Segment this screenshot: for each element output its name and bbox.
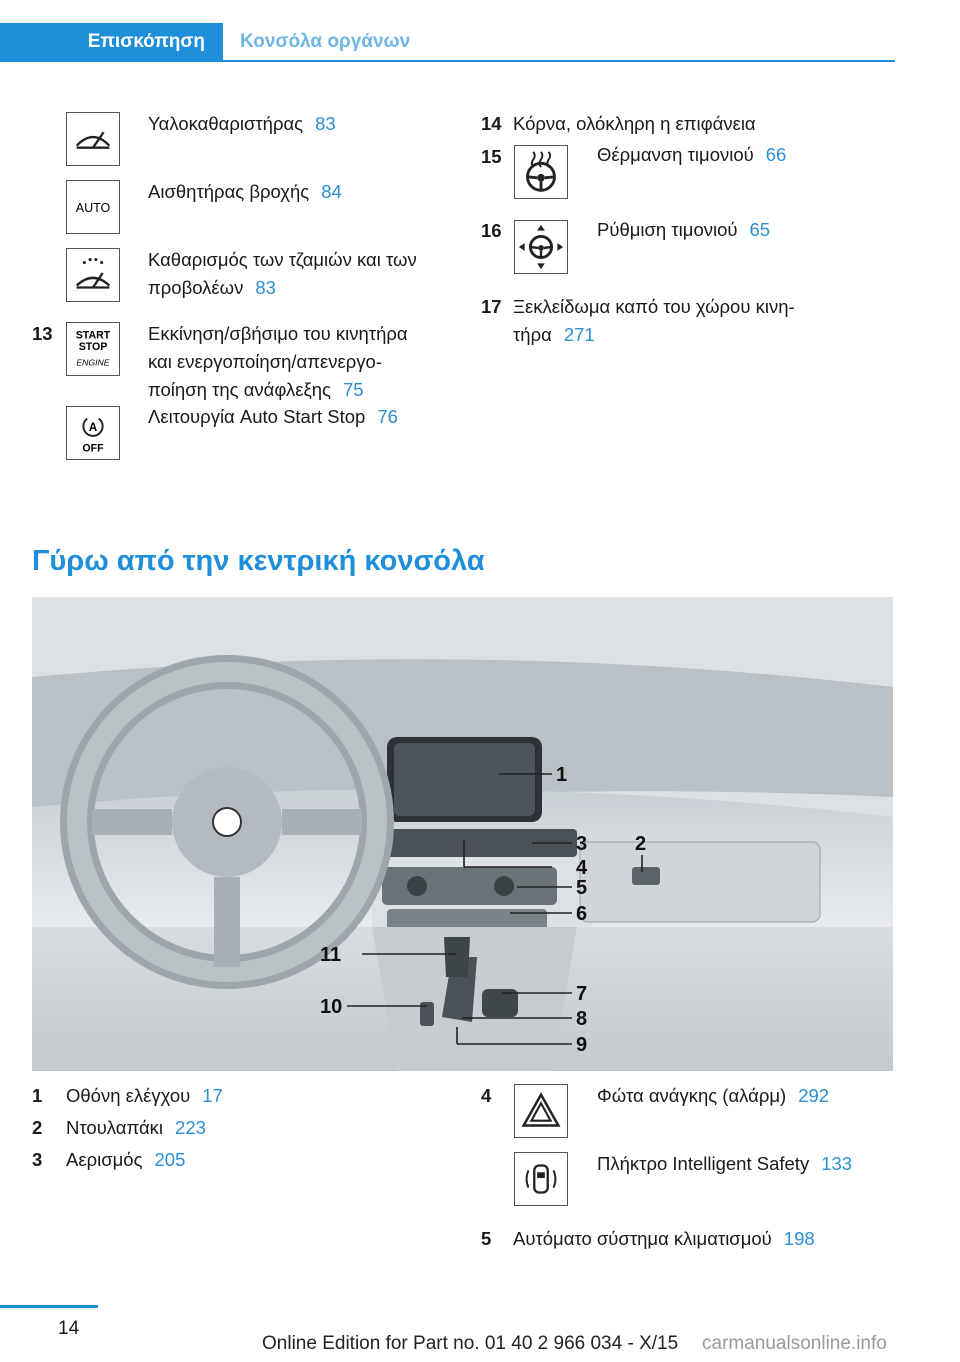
- icon-text: AUTO: [75, 200, 111, 215]
- page-ref[interactable]: 223: [175, 1117, 206, 1138]
- callout-6: 6: [576, 903, 588, 925]
- item-label-line1: Ξεκλείδωμα καπό του χώρου κινη-: [513, 296, 795, 317]
- page-ref[interactable]: 76: [377, 406, 398, 427]
- item-start-stop: [148, 320, 408, 404]
- header-tabs: [0, 23, 895, 61]
- item-steering-adjust: [597, 216, 770, 244]
- page-ref[interactable]: 66: [765, 144, 787, 165]
- item-label-line1: Εκκίνηση/σβήσιμο του κινητήρα: [148, 323, 408, 344]
- item-label: Κόρνα, ολόκληρη η επιφάνεια: [513, 113, 756, 134]
- header-divider: [0, 60, 895, 62]
- page-ref[interactable]: 198: [783, 1228, 815, 1249]
- item-control-display: [66, 1082, 223, 1110]
- icon-text: START: [75, 329, 111, 342]
- section-title: Γύρω από την κεντρική κονσόλα: [32, 545, 485, 577]
- item-number: 3: [32, 1149, 43, 1170]
- item-label-line2: και ενεργοποίηση/απενεργο-: [148, 351, 382, 372]
- page-ref[interactable]: 17: [202, 1085, 223, 1106]
- page-ref[interactable]: 292: [798, 1085, 830, 1106]
- hazard-icon: [514, 1084, 568, 1138]
- item-horn: [513, 110, 756, 138]
- tab-overview[interactable]: Επισκόπηση: [0, 23, 223, 61]
- item-label: Θέρμανση τιμονιού: [597, 144, 754, 165]
- item-label: Αερισμός: [66, 1149, 143, 1170]
- callout-2: 2: [635, 833, 647, 855]
- page-ref[interactable]: 205: [154, 1149, 186, 1170]
- callout-7: 7: [576, 983, 588, 1005]
- item-label-line1: Καθαρισμός των τζαμιών και των: [148, 249, 417, 270]
- item-label: Αυτόματο σύστημα κλιματισμού: [513, 1228, 772, 1249]
- page-ref[interactable]: 75: [342, 379, 364, 400]
- item-number: 17: [481, 296, 502, 317]
- callout-3: 3: [576, 833, 588, 855]
- item-label: Οθόνη ελέγχου: [66, 1085, 191, 1106]
- item-label-line2: προβολέων: [148, 277, 244, 298]
- page-ref[interactable]: 65: [749, 219, 771, 240]
- icon-text: ENGINE: [76, 357, 110, 368]
- item-climate-control: [513, 1225, 815, 1253]
- icon-text: STOP: [78, 340, 108, 353]
- item-steering-heating: [597, 141, 786, 169]
- page-ref[interactable]: 133: [821, 1153, 853, 1174]
- item-glovebox: [66, 1114, 206, 1142]
- item-hazard: [597, 1082, 829, 1110]
- wiper-icon: [66, 112, 120, 166]
- item-wiper: [148, 110, 336, 138]
- item-number: 5: [481, 1228, 492, 1249]
- page-ref[interactable]: 83: [255, 277, 276, 298]
- item-number: 16: [481, 220, 502, 241]
- item-number: 4: [481, 1085, 492, 1106]
- page-ref[interactable]: 271: [563, 324, 595, 345]
- item-number: 1: [32, 1085, 43, 1106]
- center-console-illustration: [32, 597, 893, 1071]
- item-label: Πλήκτρο Intelligent Safety: [597, 1153, 810, 1174]
- item-auto-start-stop: [148, 403, 398, 431]
- item-label: Αισθητήρας βροχής: [148, 181, 310, 202]
- callout-1: 1: [556, 764, 568, 786]
- intelligent-safety-icon: [514, 1152, 568, 1206]
- item-hood-release: [513, 293, 795, 349]
- start-stop-engine-icon: [66, 322, 120, 376]
- steering-adjust-icon: [514, 220, 568, 274]
- edition-note: Online Edition for Part no. 01 40 2 966 034 - X/15: [262, 1333, 679, 1354]
- auto-rain-sensor-icon: [66, 180, 120, 234]
- callout-9: 9: [576, 1034, 588, 1056]
- callout-8: 8: [576, 1008, 588, 1030]
- auto-start-stop-off-icon: [66, 406, 120, 460]
- steering-heating-icon: [514, 145, 568, 199]
- item-number: 13: [32, 323, 53, 344]
- item-label: Υαλοκαθαριστήρας: [148, 113, 304, 134]
- footer-divider: [0, 1305, 98, 1308]
- page-ref[interactable]: 84: [321, 181, 342, 202]
- page-number: 14: [58, 1318, 80, 1339]
- item-label-line3: ποίηση της ανάφλεξης: [148, 379, 331, 400]
- item-washer: [148, 246, 417, 302]
- item-ventilation: [66, 1146, 185, 1174]
- item-label: Ντουλαπάκι: [66, 1117, 164, 1138]
- callout-4: 4: [576, 857, 588, 879]
- item-rain-sensor: [148, 178, 342, 206]
- callout-10: 10: [320, 996, 343, 1018]
- callout-11: 11: [320, 944, 342, 966]
- icon-text: OFF: [82, 442, 104, 455]
- item-label-line2: τήρα: [513, 324, 552, 345]
- item-intelligent-safety: [597, 1150, 852, 1178]
- icon-text: A: [88, 422, 98, 435]
- item-number: 14: [481, 113, 502, 134]
- item-number: 2: [32, 1117, 43, 1138]
- item-label: Ρύθμιση τιμονιού: [597, 219, 738, 240]
- callout-5: 5: [576, 877, 588, 899]
- tab-instrument-console[interactable]: Κονσόλα οργάνων: [240, 31, 411, 52]
- washer-icon: [66, 248, 120, 302]
- item-number: 15: [481, 146, 502, 167]
- page-ref[interactable]: 83: [315, 113, 336, 134]
- watermark: carmanualsonline.info: [702, 1333, 887, 1354]
- item-label: Φώτα ανάγκης (αλάρμ): [597, 1085, 787, 1106]
- item-label: Λειτουργία Auto Start Stop: [148, 406, 366, 427]
